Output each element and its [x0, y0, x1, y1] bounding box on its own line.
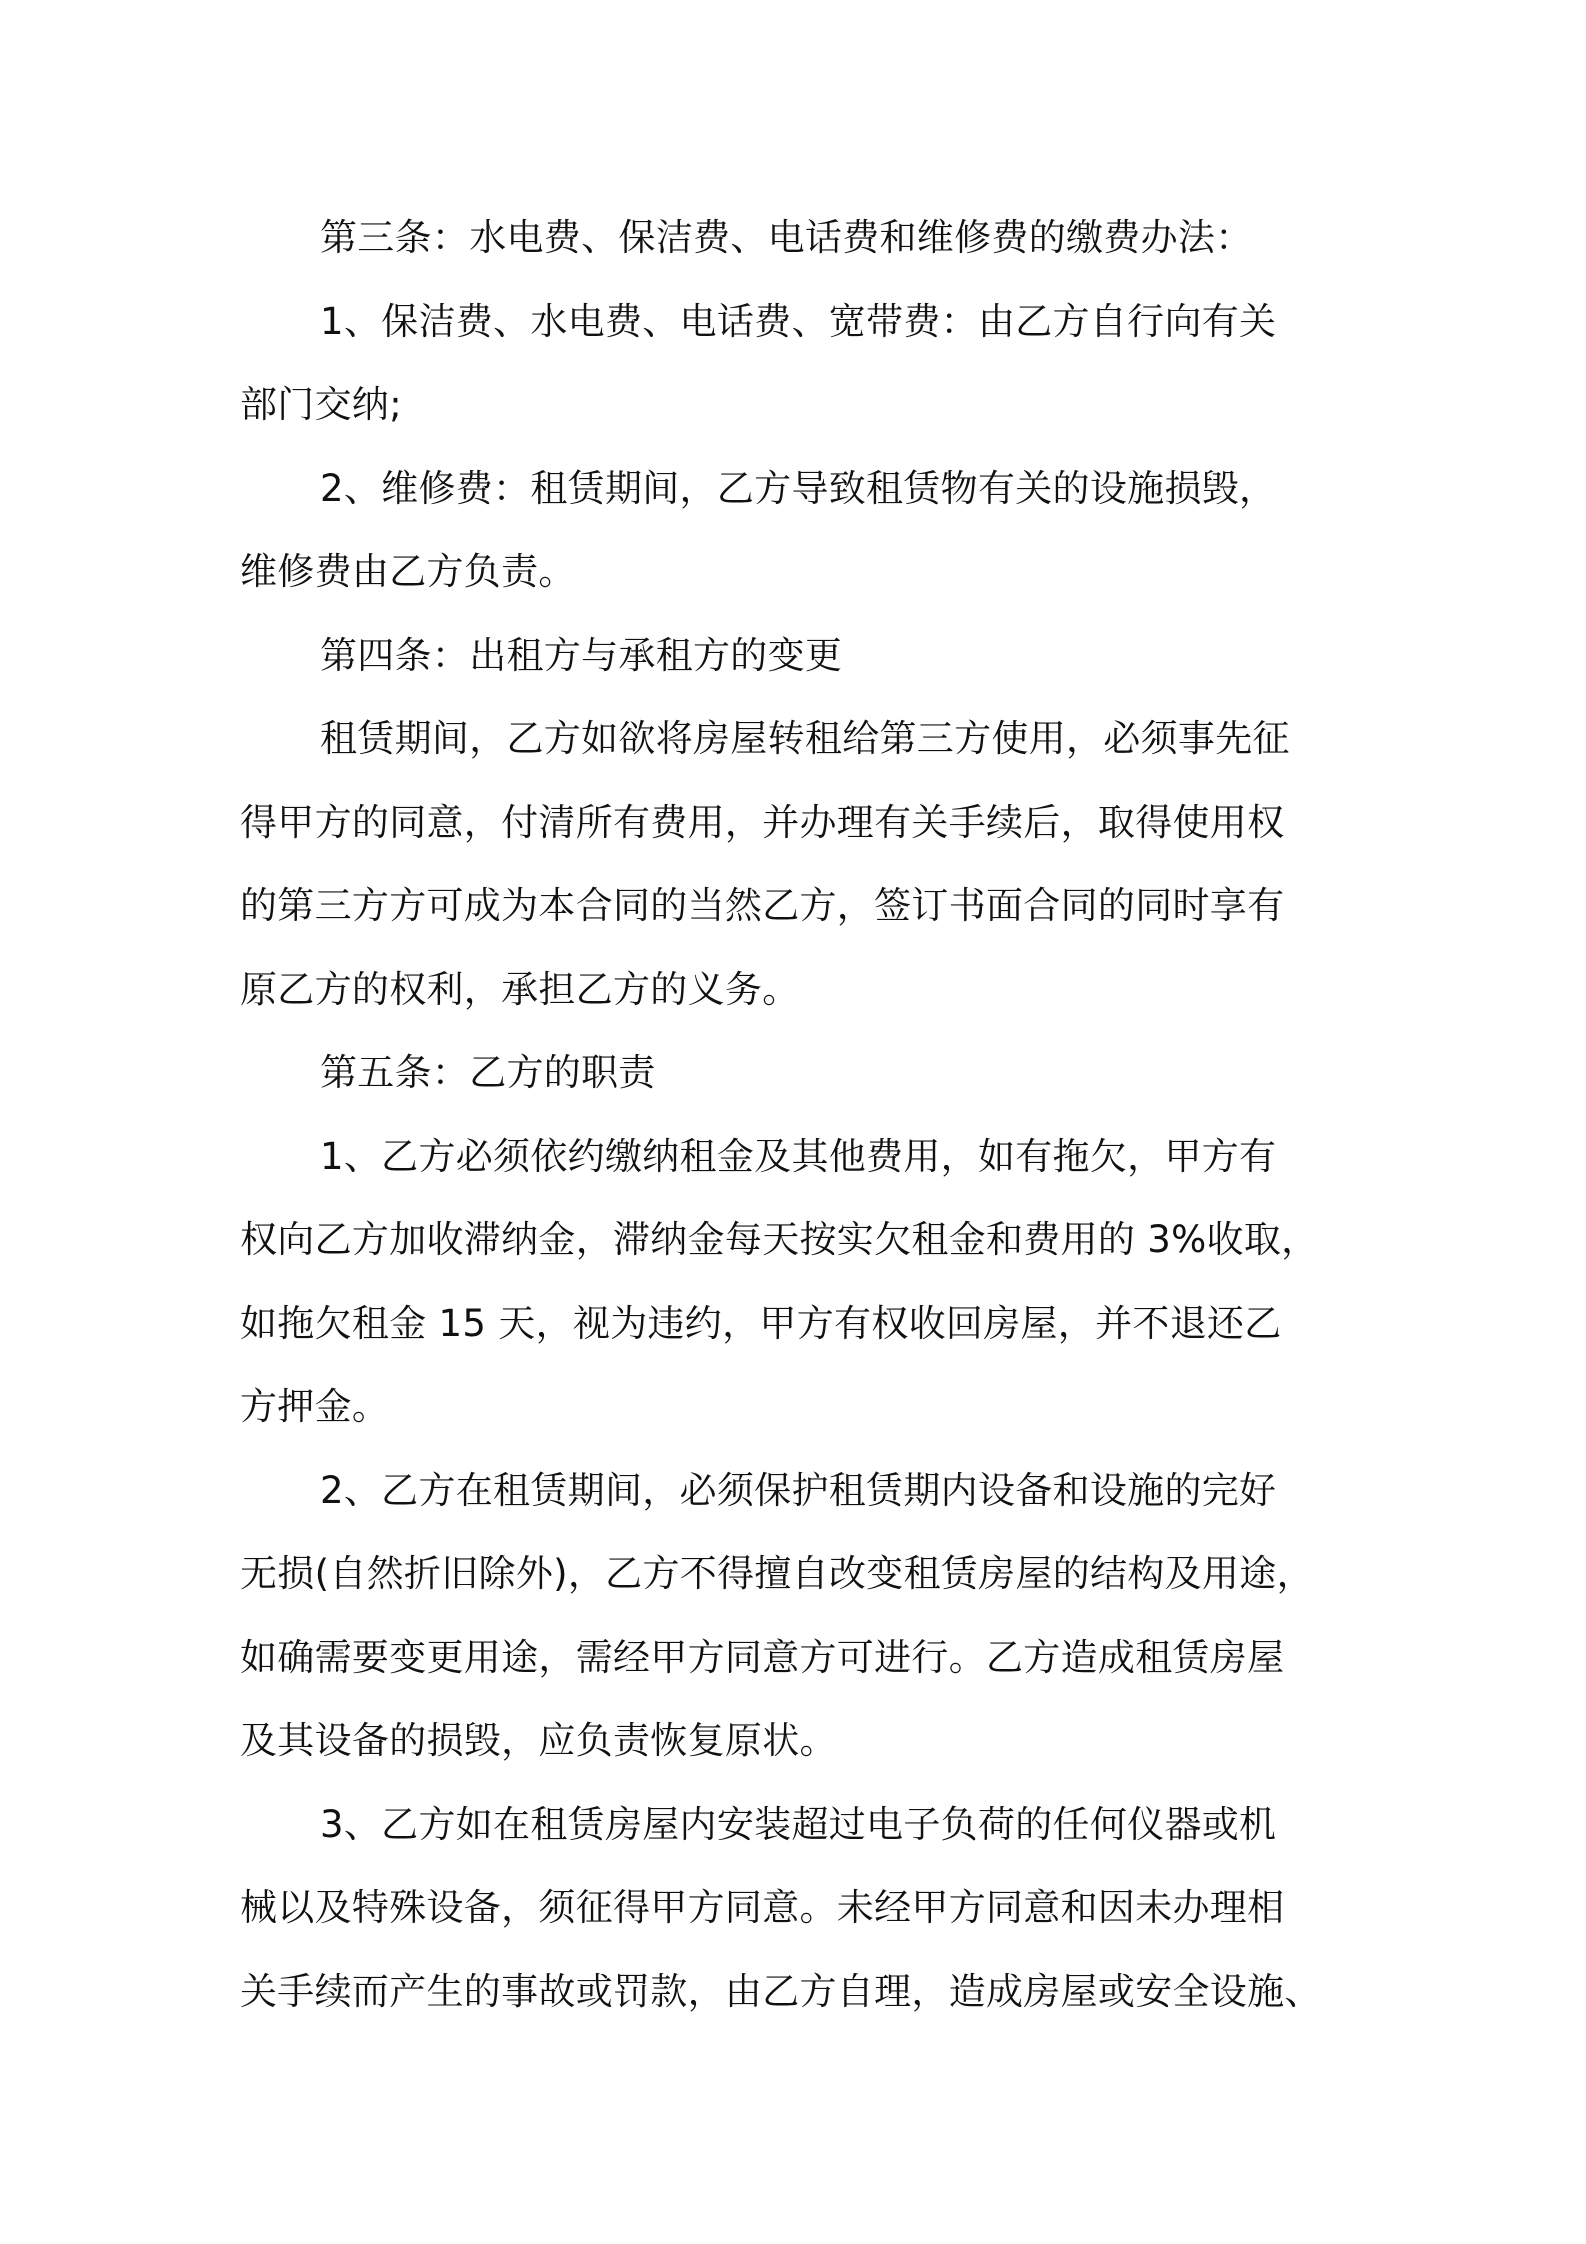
article-5-item-3-cont-2: 关手续而产生的事故或罚款，由乙方自理，造成房屋或安全设施、 — [240, 1969, 1322, 2013]
article-5-item-2-cont-3: 及其设备的损毁，应负责恢复原状。 — [240, 1719, 837, 1762]
article-4-heading: 第四条：出租方与承租方的变更 — [320, 633, 843, 677]
article-3-item-2-cont: 维修费由乙方负责。 — [240, 550, 576, 593]
article-5-item-1-cont-3: 方押金。 — [240, 1385, 390, 1428]
article-3-heading: 第三条：水电费、保洁费、电话费和维修费的缴费办法： — [320, 216, 1253, 259]
article-5-item-3: 3、乙方如在租赁房屋内安装超过电子负荷的任何仪器或机 — [320, 1802, 1277, 1846]
article-3-item-1: 1、保洁费、水电费、电话费、宽带费：由乙方自行向有关 — [320, 299, 1277, 343]
article-4-paragraph: 租赁期间，乙方如欲将房屋转租给第三方使用，必须事先征 — [320, 717, 1290, 760]
article-3-item-1-cont: 部门交纳; — [240, 383, 402, 426]
article-4-paragraph-cont-2: 的第三方方可成为本合同的当然乙方，签订书面合同的同时享有 — [240, 884, 1285, 927]
article-5-item-1-cont-2: 如拖欠租金 15 天，视为违约，甲方有权收回房屋，并不退还乙 — [240, 1301, 1282, 1345]
article-5-item-2: 2、乙方在租赁期间，必须保护租赁期内设备和设施的完好 — [320, 1468, 1277, 1512]
article-5-item-3-cont-1: 械以及特殊设备，须征得甲方同意。未经甲方同意和因未办理相 — [240, 1886, 1285, 1929]
document-body — [240, 196, 1366, 2033]
article-5-item-1-cont-1: 权向乙方加收滞纳金，滞纳金每天按实欠租金和费用的 3%收取， — [240, 1218, 1319, 1261]
article-4-paragraph-cont-1: 得甲方的同意，付清所有费用，并办理有关手续后，取得使用权 — [240, 800, 1285, 844]
article-4-paragraph-cont-3: 原乙方的权利，承担乙方的义务。 — [240, 967, 800, 1011]
article-5-item-1: 1、乙方必须依约缴纳租金及其他费用，如有拖欠，甲方有 — [320, 1134, 1277, 1178]
article-5-item-2-cont-2: 如确需要变更用途，需经甲方同意方可进行。乙方造成租赁房屋 — [240, 1635, 1285, 1679]
article-5-heading: 第五条：乙方的职责 — [320, 1051, 656, 1094]
article-3-item-2: 2、维修费：租赁期间，乙方导致租赁物有关的设施损毁， — [320, 466, 1277, 510]
article-5-item-2-cont-1: 无损(自然折旧除外)，乙方不得擅自改变租赁房屋的结构及用途， — [240, 1552, 1314, 1595]
